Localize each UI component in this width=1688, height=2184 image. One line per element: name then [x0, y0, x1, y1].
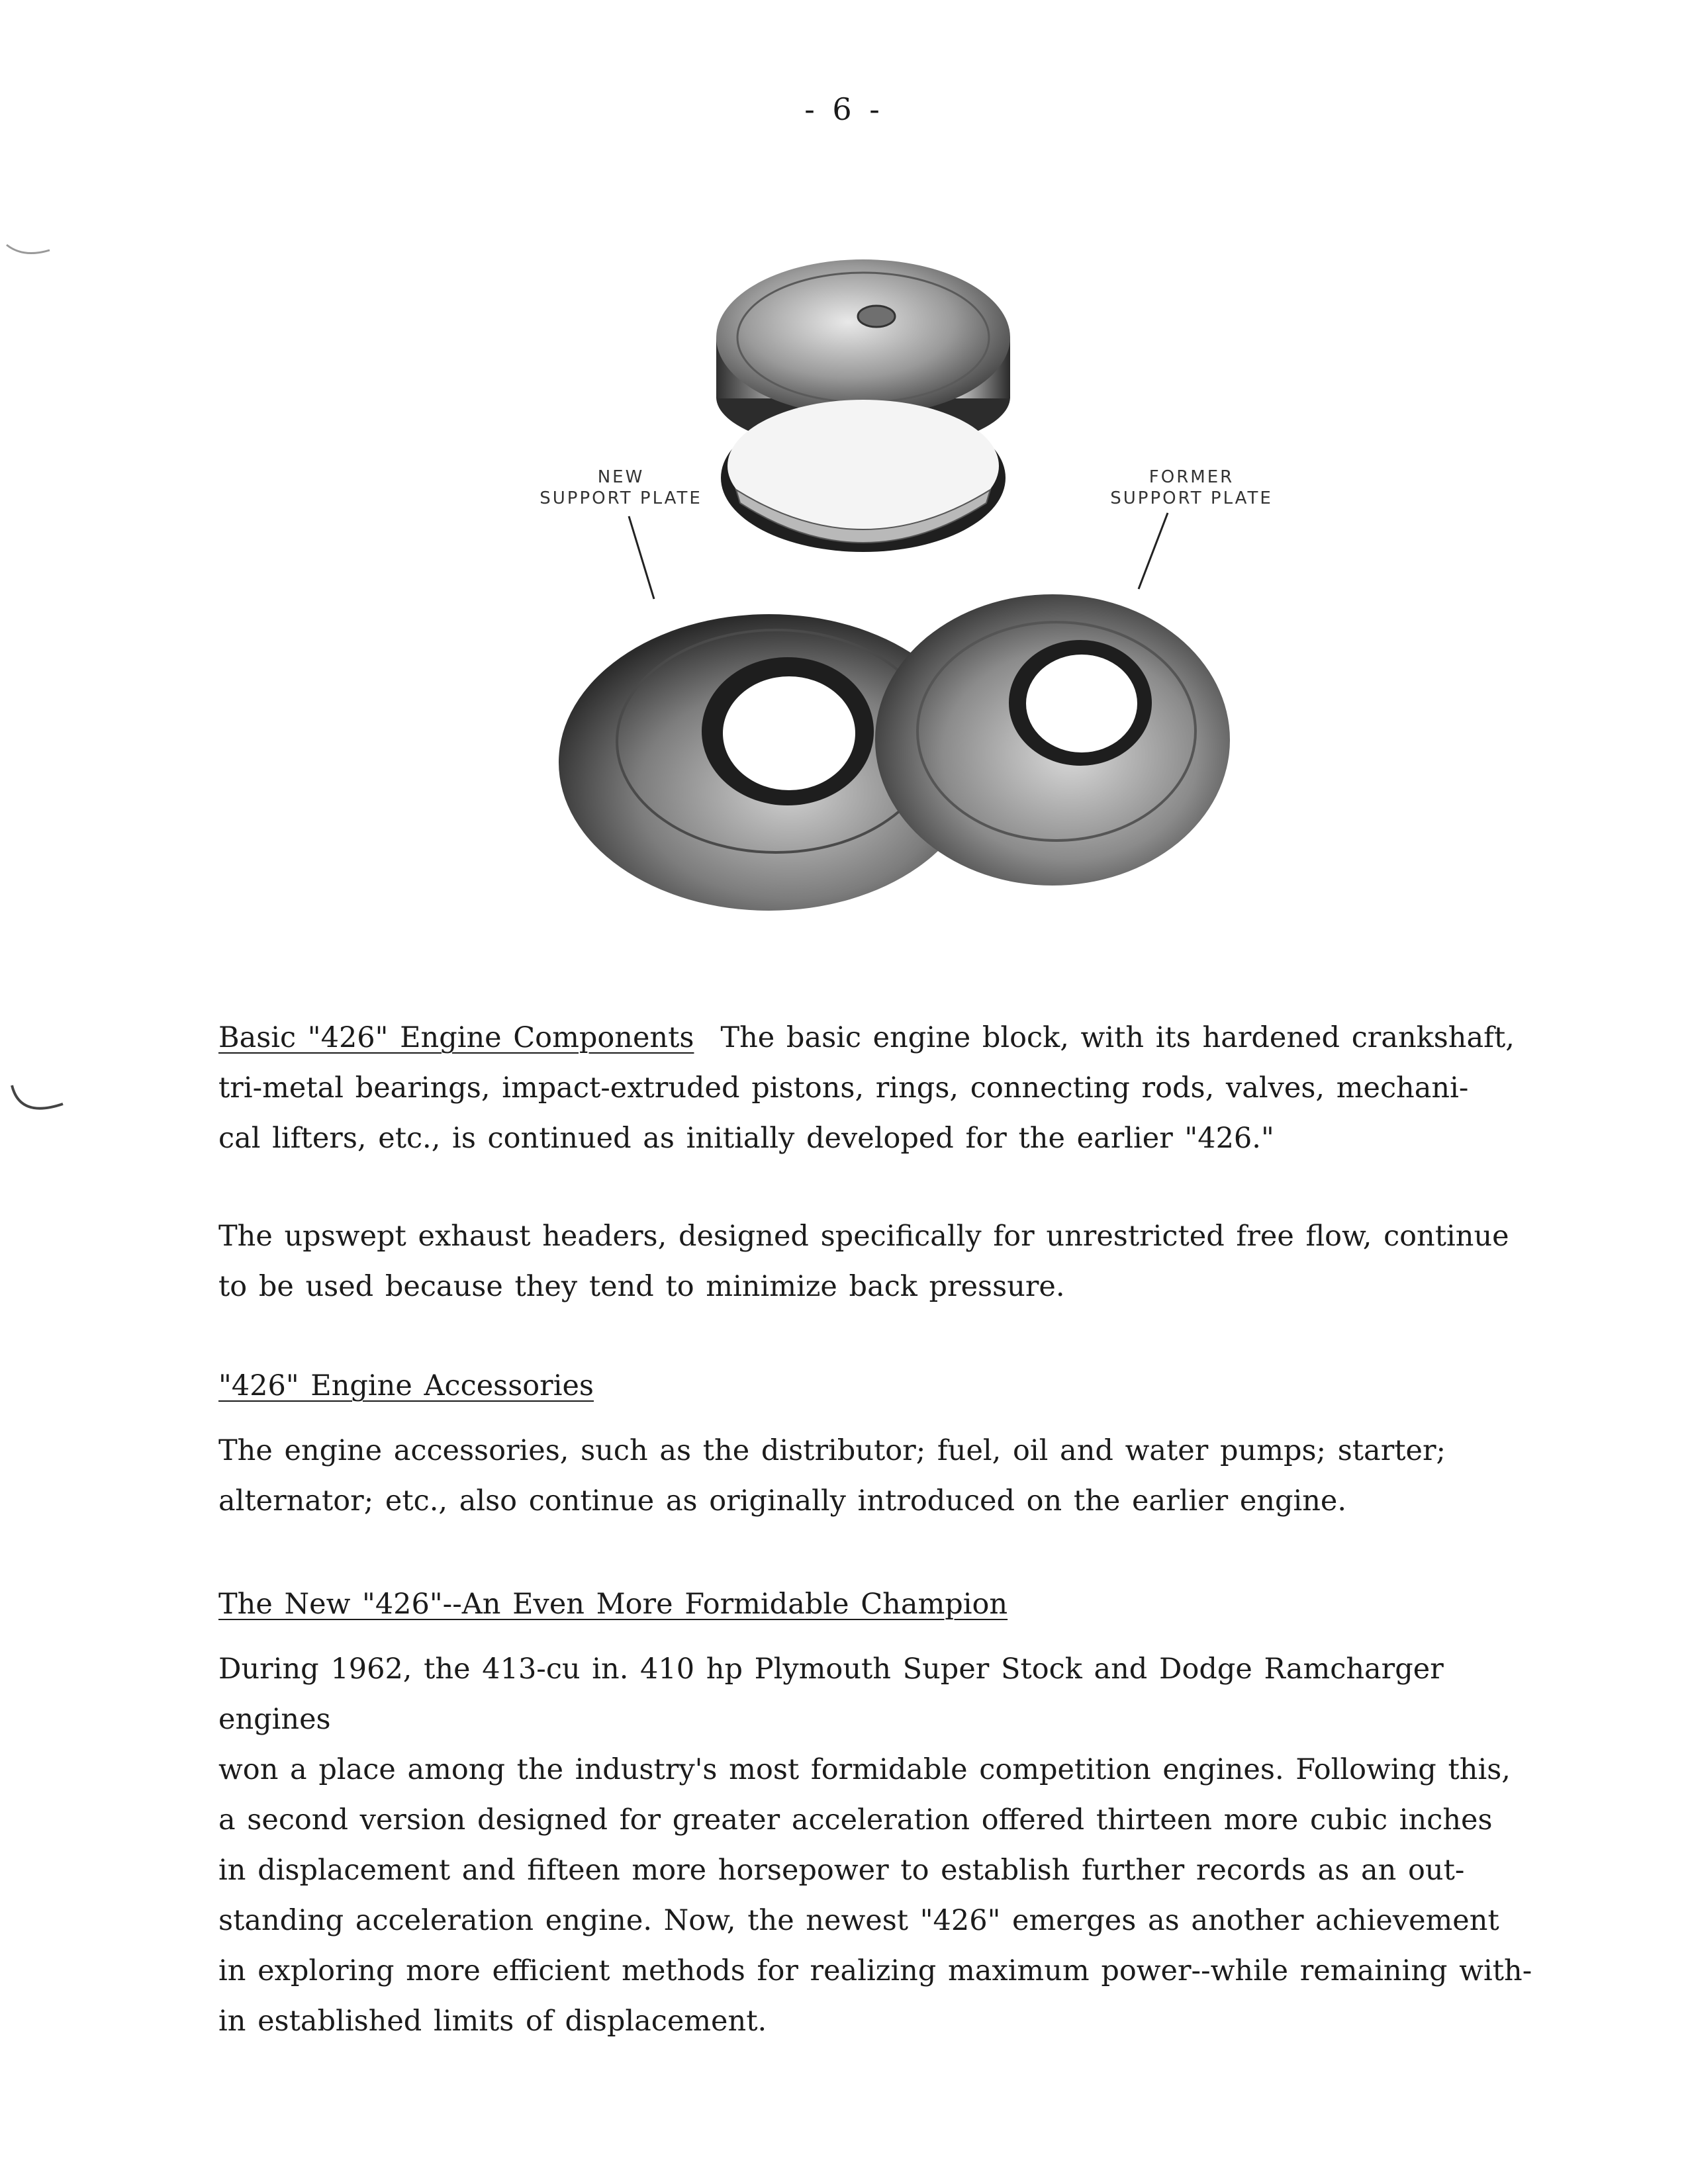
section-heading: "426" Engine Accessories	[218, 1369, 594, 1402]
paragraph-line: During 1962, the 413-cu in. 410 hp Plymouth Super Stock and Dodge Ramcharger engines	[218, 1653, 1444, 1736]
callout-line-new	[629, 516, 654, 599]
paragraph-line: The engine accessories, such as the distributor; fuel, oil and water pumps; starter;	[218, 1434, 1446, 1467]
page-number: - 6 -	[804, 91, 884, 127]
callout-line-1: FORMER	[1149, 467, 1235, 487]
air-filter-ring	[721, 400, 1006, 552]
margin-mark	[0, 1072, 73, 1132]
section-engine-accessories	[218, 1361, 1549, 1526]
margin-mark	[0, 225, 60, 265]
section-heading: The New "426"--An Even More Formidable Champion	[218, 1588, 1008, 1621]
callout-line-2: SUPPORT PLATE	[1110, 488, 1273, 508]
paragraph-line: in established limits of displacement.	[218, 2005, 767, 2038]
callout-line-1: NEW	[597, 467, 645, 487]
former-support-plate	[875, 594, 1230, 886]
air-cleaner-photo	[490, 238, 1324, 913]
callout-line-former	[1139, 513, 1168, 589]
section-heading: Basic "426" Engine Components	[218, 1021, 694, 1054]
paragraph-line: alternator; etc., also continue as originally introduced on the earlier engine.	[218, 1484, 1347, 1518]
paragraph-line: won a place among the industry's most formidable competition engines. Following this,	[218, 1753, 1511, 1786]
paragraph-line: tri-metal bearings, impact-extruded pistons, rings, connecting rods, valves, mechani-	[218, 1071, 1469, 1105]
section-new-426-champion	[218, 1579, 1549, 2046]
section-basic-components	[218, 1013, 1549, 1163]
paragraph-line	[218, 1013, 1549, 1063]
paragraph-line: in displacement and fifteen more horsepower to establish further records as an out-	[218, 1854, 1465, 1887]
paragraph-line: in exploring more efficient methods for realizing maximum power--while remaining with-	[218, 1954, 1532, 1987]
callout-former-support-plate	[1092, 467, 1291, 509]
paragraph-text: The basic engine block, with its hardened crankshaft,	[720, 1021, 1515, 1054]
paragraph-line: standing acceleration engine. Now, the newest "426" emerges as another achievement	[218, 1904, 1499, 1937]
callout-new-support-plate	[522, 467, 720, 509]
paragraph-line: to be used because they tend to minimize back pressure.	[218, 1270, 1065, 1303]
section-exhaust-headers	[218, 1211, 1549, 1312]
paragraph-line: a second version designed for greater acceleration offered thirteen more cubic inches	[218, 1803, 1493, 1837]
paragraph-line: The upswept exhaust headers, designed specifically for unrestricted free flow, continue	[218, 1220, 1509, 1253]
support-plates-illustration	[490, 238, 1324, 913]
callout-line-2: SUPPORT PLATE	[539, 488, 702, 508]
paragraph-line: cal lifters, etc., is continued as initially developed for the earlier "426."	[218, 1122, 1274, 1155]
